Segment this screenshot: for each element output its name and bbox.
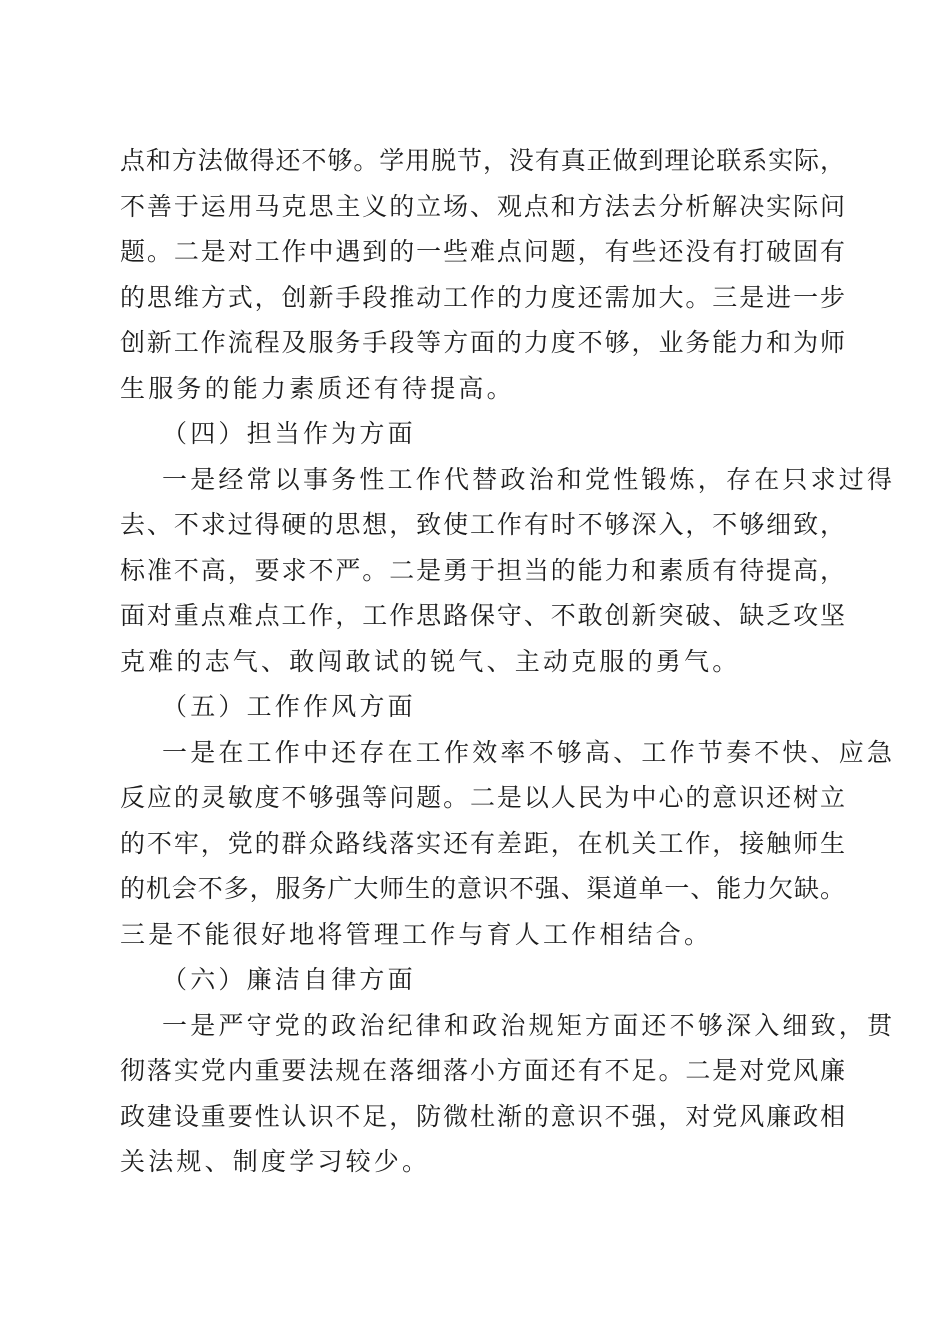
text-line: 面对重点难点工作，工作思路保守、不敢创新突破、缺乏攻坚 bbox=[120, 601, 845, 630]
document-body bbox=[120, 138, 896, 1185]
text-line: 的思维方式，创新手段推动工作的力度还需加大。三是进一步 bbox=[120, 282, 845, 312]
text-line: 标准不高，要求不严。二是勇于担当的能力和素质有待提高， bbox=[120, 555, 845, 585]
paragraph-work-style bbox=[120, 730, 896, 958]
text-line: 一是严守党的政治纪律和政治规矩方面还不够深入细致，贯 bbox=[162, 1010, 896, 1040]
text-line: 的机会不多，服务广大师生的意识不强、渠道单一、能力欠缺。 bbox=[120, 874, 845, 903]
text-line: 的不牢，党的群众路线落实还有差距，在机关工作，接触师生 bbox=[120, 828, 845, 858]
text-line: 生服务的能力素质还有待提高。 bbox=[120, 373, 515, 403]
text-line: 三是不能很好地将管理工作与育人工作相结合。 bbox=[120, 919, 713, 949]
section-heading-integrity: （六）廉洁自律方面 bbox=[162, 965, 416, 994]
text-line: 去、不求过得硬的思想，致使工作有时不够深入，不够细致， bbox=[120, 510, 845, 539]
section-heading-responsibility: （四）担当作为方面 bbox=[162, 419, 416, 448]
text-line: 一是经常以事务性工作代替政治和党性锻炼，存在只求过得 bbox=[162, 464, 896, 494]
text-line: 彻落实党内重要法规在落细落小方面还有不足。二是对党风廉 bbox=[120, 1056, 845, 1085]
text-line: 不善于运用马克思主义的立场、观点和方法去分析解决实际问 bbox=[120, 191, 845, 221]
text-line: 反应的灵敏度不够强等问题。二是以人民为中心的意识还树立 bbox=[120, 783, 845, 812]
text-line: 关法规、制度学习较少。 bbox=[120, 1147, 431, 1176]
text-line: 一是在工作中还存在工作效率不够高、工作节奏不快、应急 bbox=[162, 737, 896, 767]
text-line: 政建设重要性认识不足，防微杜渐的意识不强，对党风廉政相 bbox=[120, 1101, 845, 1131]
text-line: 创新工作流程及服务手段等方面的力度不够，业务能力和为师 bbox=[120, 328, 845, 357]
text-line: 克难的志气、敢闯敢试的锐气、主动克服的勇气。 bbox=[120, 646, 741, 676]
paragraph-responsibility bbox=[120, 457, 896, 685]
paragraph-study-continuation bbox=[120, 138, 845, 411]
section-heading-work-style: （五）工作作风方面 bbox=[162, 692, 416, 721]
paragraph-integrity bbox=[120, 1003, 896, 1185]
text-line: 题。二是对工作中遇到的一些难点问题，有些还没有打破固有 bbox=[120, 237, 845, 266]
text-line: 点和方法做得还不够。学用脱节，没有真正做到理论联系实际， bbox=[120, 146, 845, 175]
